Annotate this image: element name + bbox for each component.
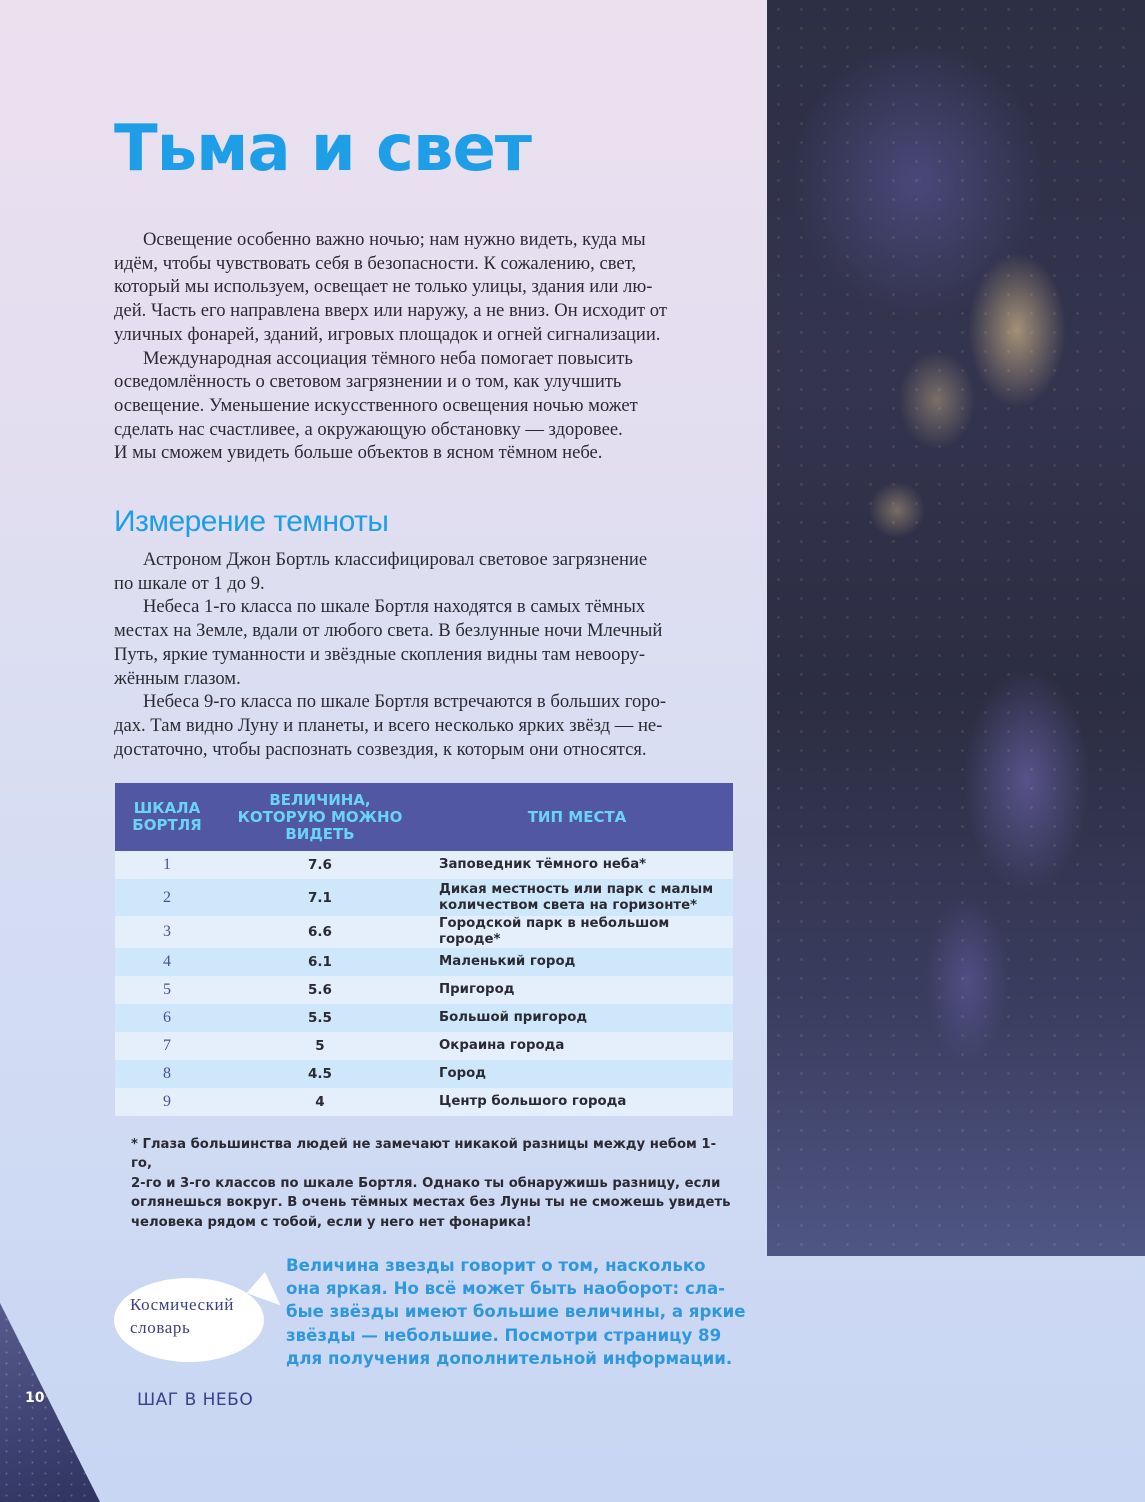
- text-line: по шкале от 1 до 9.: [114, 572, 265, 594]
- cell-place: Маленький город: [421, 948, 733, 976]
- cell-magnitude: 4: [219, 1088, 421, 1116]
- text-line: для получения дополнительной информации.: [286, 1348, 733, 1368]
- section-heading: Измерение темноты: [114, 505, 389, 538]
- cell-place: Большой пригород: [421, 1004, 733, 1032]
- page-number: 10: [25, 1390, 45, 1406]
- text-line: 2-го и 3-го классов по шкале Бортля. Однако ты обнаружишь разницу, если: [131, 1175, 721, 1191]
- glossary-label: [130, 1293, 260, 1339]
- cell-scale: 9: [115, 1088, 219, 1116]
- text-line: Освещение особенно важно ночью; нам нужно видеть, куда мы: [143, 229, 646, 250]
- header-scale: ШКАЛА БОРТЛЯ: [115, 783, 219, 851]
- table-row: [115, 1088, 733, 1116]
- text-line: она яркая. Но всё может быть наоборот: сла-: [286, 1279, 726, 1299]
- text-line: человека рядом с тобой, если у него нет фонарика!: [131, 1214, 532, 1230]
- text-line: Астроном Джон Бортль классифицировал световое загрязнение: [143, 549, 648, 570]
- text-line: Небеса 1-го класса по шкале Бортля находятся в самых тёмных: [143, 596, 646, 618]
- text-line: бые звёзды имеют большие величины, а яркие: [286, 1302, 746, 1322]
- text-line: осведомлённость о световом загрязнении и о том, как улучшить: [114, 371, 622, 393]
- cell-place: Дикая местность или парк с малым количеством света на горизонте*: [421, 879, 733, 916]
- cell-scale: 4: [115, 948, 219, 976]
- text-line: достаточно, чтобы распознать созвездия, к которым они относятся.: [114, 738, 647, 760]
- text-line: который мы используем, освещает не только улицы, здания или лю-: [114, 276, 653, 298]
- table-row: [115, 879, 733, 916]
- text-line: * Глаза большинства людей не замечают никакой разницы между небом 1-го,: [131, 1137, 717, 1172]
- text-line: звёзды — небольшие. Посмотри страницу 89: [286, 1325, 722, 1345]
- cell-scale: 6: [115, 1004, 219, 1032]
- text-line: словарь: [130, 1318, 191, 1337]
- cell-scale: 3: [115, 916, 219, 948]
- cell-place: Центр большого города: [421, 1088, 733, 1116]
- cell-place: Город: [421, 1060, 733, 1088]
- text-line: сделать нас счастливее, а окружающую обстановку — здоровее.: [114, 418, 623, 440]
- header-magnitude: ВЕЛИЧИНА, КОТОРУЮ МОЖНО ВИДЕТЬ: [219, 783, 421, 851]
- cell-scale: 5: [115, 976, 219, 1004]
- cell-place: Пригород: [421, 976, 733, 1004]
- star-dots: [0, 1303, 100, 1502]
- table-footnote: [131, 1135, 731, 1232]
- table-row: [115, 1004, 733, 1032]
- table-row: [115, 916, 733, 948]
- text-line: Путь, яркие туманности и звёздные скопления видны там невоору-: [114, 643, 646, 665]
- text-line: И мы сможем увидеть больше объектов в ясном тёмном небе.: [114, 442, 603, 464]
- text-line: Международная ассоциация тёмного неба помогает повысить: [143, 347, 633, 369]
- text-line: Небеса 9-го класса по шкале Бортля встречаются в больших горо-: [143, 691, 667, 713]
- cell-place: Городской парк в небольшом городе*: [421, 916, 733, 948]
- cell-magnitude: 5: [219, 1032, 421, 1060]
- cell-magnitude: 4.5: [219, 1060, 421, 1088]
- cell-magnitude: 5.6: [219, 976, 421, 1004]
- cell-scale: 2: [115, 879, 219, 916]
- text-line: дей. Часть его направлена вверх или наружу, а не вниз. Он исходит от: [114, 300, 667, 322]
- bortle-scale-table: [115, 783, 733, 1116]
- text-line: дах. Там видно Луну и планеты, и всего несколько ярких звёзд — не-: [114, 714, 663, 736]
- cell-magnitude: 6.6: [219, 916, 421, 948]
- section-paragraph: [114, 548, 734, 761]
- intro-paragraph: [114, 228, 734, 465]
- corner-galaxy-decoration: [0, 1303, 100, 1502]
- table-row: [115, 976, 733, 1004]
- cell-place: Заповедник тёмного неба*: [421, 851, 733, 879]
- cell-magnitude: 7.6: [219, 851, 421, 879]
- cell-magnitude: 7.1: [219, 879, 421, 916]
- table-row: [115, 1032, 733, 1060]
- earth-night-photo: [767, 0, 1145, 1256]
- text-line: уличных фонарей, зданий, игровых площадок и огней сигнализации.: [114, 323, 661, 345]
- text-line: оглянешься вокруг. В очень тёмных местах без Луны ты не сможешь увидеть: [131, 1195, 731, 1211]
- glossary-text: [286, 1254, 746, 1370]
- text-line: идём, чтобы чувствовать себя в безопасности. К сожалению, свет,: [114, 252, 637, 274]
- running-head: ШАГ В НЕБО: [137, 1390, 254, 1410]
- header-place: ТИП МЕСТА: [421, 783, 733, 851]
- table-row: [115, 1060, 733, 1088]
- text-line: освещение. Уменьшение искусственного освещения ночью может: [114, 394, 638, 416]
- text-line: Космический: [130, 1295, 234, 1314]
- cell-scale: 7: [115, 1032, 219, 1060]
- cell-place: Окраина города: [421, 1032, 733, 1060]
- page-title: Тьма и свет: [114, 112, 531, 186]
- text-line: местах на Земле, вдали от любого света. В безлунные ночи Млечный: [114, 620, 663, 642]
- table-row: [115, 851, 733, 879]
- text-line: Величина звезды говорит о том, насколько: [286, 1256, 706, 1275]
- table-row: [115, 948, 733, 976]
- cell-scale: 8: [115, 1060, 219, 1088]
- cell-magnitude: 5.5: [219, 1004, 421, 1032]
- cell-magnitude: 6.1: [219, 948, 421, 976]
- city-lights: [767, 0, 1145, 1256]
- text-line: жённым глазом.: [114, 667, 241, 689]
- cell-scale: 1: [115, 851, 219, 879]
- table-header-row: [115, 783, 733, 851]
